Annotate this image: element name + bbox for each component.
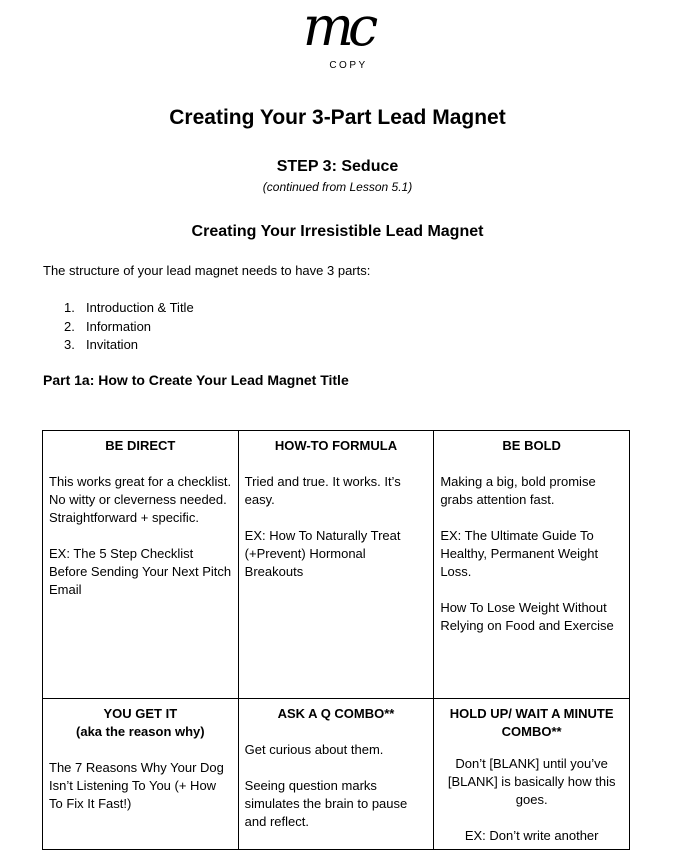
logo <box>0 0 675 71</box>
list-item <box>64 336 194 355</box>
cell-text: This works great for a checklist. No witty or cleverness needed. Straightforward + specific. <box>49 474 232 525</box>
cell-example: The 7 Reasons Why Your Dog Isn’t Listening To You (+ How To Fix It Fast!) <box>49 760 224 811</box>
list-item <box>64 318 194 337</box>
list-label: Information <box>86 318 152 334</box>
title-formula-table <box>42 430 630 850</box>
logo-subtitle: COPY <box>329 60 368 71</box>
cell-example: EX: How To Naturally Treat (+Prevent) Hormonal Breakouts <box>244 528 401 579</box>
cell-example: EX: The Ultimate Guide To Healthy, Permanent Weight Loss. <box>440 528 599 579</box>
cell-heading: BE BOLD <box>502 438 561 453</box>
list-number: 3. <box>64 337 75 352</box>
cell-example: How To Lose Weight Without Relying on Food and Exercise <box>440 600 614 633</box>
list-item <box>64 299 194 318</box>
list-label: Introduction & Title <box>86 300 194 315</box>
parts-list <box>64 299 194 355</box>
step-note: (continued from Lesson 5.1) <box>262 180 413 194</box>
cell-heading: ASK A Q COMBO** <box>277 706 395 721</box>
cell-subheading: (aka the reason why) <box>76 724 205 739</box>
cell-example: EX: The 5 Step Checklist Before Sending Your Next Pitch Email <box>49 546 232 597</box>
table-cell-be-bold <box>434 431 630 699</box>
cell-heading: YOU GET IT <box>103 706 178 721</box>
cell-text: Don’t [BLANK] until you’ve [BLANK] is basically how this goes. <box>447 756 616 807</box>
cell-text: Making a big, bold promise grabs attention fast. <box>440 474 596 507</box>
intro-text: The structure of your lead magnet needs to have 3 parts: <box>43 263 371 278</box>
cell-heading: BE DIRECT <box>105 438 176 453</box>
page-title: Creating Your 3-Part Lead Magnet <box>169 106 506 129</box>
cell-heading: HOLD UP/ WAIT A MINUTE COMBO** <box>449 706 614 739</box>
table-cell-be-direct <box>43 431 239 699</box>
table-cell-how-to-formula <box>238 431 434 699</box>
cell-text: Seeing question marks simulates the brain to pause and reflect. <box>244 778 408 829</box>
part1a-heading: Part 1a: How to Create Your Lead Magnet Title <box>43 372 349 388</box>
list-label: Invitation <box>86 337 139 352</box>
cell-heading: HOW-TO FORMULA <box>274 438 398 453</box>
section-title: Creating Your Irresistible Lead Magnet <box>191 223 484 240</box>
cell-text: Tried and true. It works. It’s easy. <box>244 474 401 507</box>
table-cell-hold-up-combo <box>434 699 630 850</box>
logo-mark: mc <box>302 0 373 58</box>
list-number: 1. <box>64 300 75 315</box>
table-cell-ask-a-q-combo <box>238 699 434 850</box>
cell-text: Get curious about them. <box>244 742 384 757</box>
step-title: STEP 3: Seduce <box>276 158 399 175</box>
list-number: 2. <box>64 318 75 334</box>
table-row <box>43 431 630 699</box>
table-row <box>43 699 630 850</box>
table-cell-you-get-it <box>43 699 239 850</box>
cell-example: EX: Don’t write another <box>464 828 599 843</box>
